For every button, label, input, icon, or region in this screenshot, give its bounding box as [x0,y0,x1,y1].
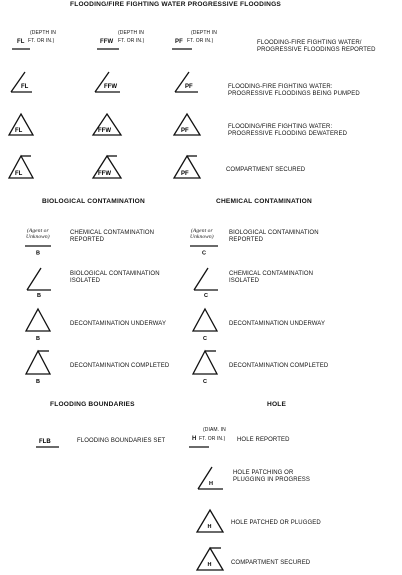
agent-line: (Agent or [190,228,213,234]
underline-pf [172,48,194,51]
abbr-ffw: FFW [100,39,114,45]
section-title-bio: BIOLOGICAL CONTAMINATION [42,198,145,205]
label-flooding-reported [257,40,376,54]
abbr-pf: PF [175,39,183,45]
hole-patching-symbol [195,465,227,493]
label-line: ISOLATED [229,278,260,284]
symbol-text: B [36,379,40,385]
symbol-text: FL [21,84,29,90]
label-flooding-pumped [228,84,360,98]
symbol-text: FL [15,128,23,134]
label-line: BIOLOGICAL CONTAMINATION [70,271,160,277]
label-line: PROGRESSIVE FLOODINGS REPORTED [257,47,376,53]
symbol-text: B [37,293,41,299]
hole-letter-reported: H [192,436,197,442]
triangle-symbol-ffw [91,112,123,138]
chem-completed-symbol [192,349,222,385]
bio-agent-note [26,228,50,240]
symbol-text: FFW [98,128,111,134]
bio-isolated-symbol [24,266,56,298]
section-title-boundaries: FLOODING BOUNDARIES [50,401,135,408]
diam-line: (DIAM. IN [203,427,226,433]
hole-secured-symbol [196,546,226,574]
symbol-text: C [202,250,206,257]
label-line: REPORTED [70,237,105,243]
bio-underway-symbol [25,307,55,341]
triangle-symbol-fl [7,112,35,138]
symbol-text: PF [181,171,189,177]
label-line: ISOLATED [70,278,101,284]
label-bio-isolated [70,271,160,285]
chem-underway-symbol [192,307,222,341]
label-hole-patching [233,470,310,484]
symbol-text: PF [185,84,193,90]
symbol-text: B [36,250,40,257]
chem-isolated-symbol [191,266,223,298]
label-line: CHEMICAL CONTAMINATION [229,271,314,277]
depth-note-ffw: (DEPTH IN [118,30,144,36]
abbr-fl: FL [17,39,25,45]
label-compartment-secured: COMPARTMENT SECURED [226,167,306,173]
depth-note-pf-2: FT. OR IN.) [187,38,214,44]
symbol-text: PF [181,128,189,134]
symbol-text: FL [15,171,23,177]
label-chem-completed: DECONTAMINATION COMPLETED [229,363,329,369]
label-hole-reported: HOLE REPORTED [237,437,290,443]
symbol-text: H [209,481,213,487]
slash-symbol-ffw [92,70,124,96]
symbol-text: H [207,524,212,530]
agent-line: Unknown) [190,234,214,240]
label-line: REPORTED [229,237,264,243]
underline-ffw [97,48,121,51]
label-line: FLOODING-FIRE FIGHTING WATER/ [257,40,362,46]
hole-diam-note [203,428,226,434]
secured-symbol-fl [7,154,35,182]
label-line: FLOODING/FIRE FIGHTING WATER: [228,124,333,130]
symbol-text: C [203,336,207,342]
hole-reported-underline [189,446,211,449]
label-line: PLUGGING IN PROGRESS [233,477,311,483]
symbol-text: C [204,293,208,299]
secured-symbol-ffw [91,154,123,182]
underline-fl [12,48,32,51]
label-chem-isolated [229,271,313,285]
label-flb-set: FLOODING BOUNDARIES SET [77,438,166,444]
label-hole-patched: HOLE PATCHED OR PLUGGED [231,520,321,526]
slash-symbol-pf [172,70,202,96]
section-title-chem: CHEMICAL CONTAMINATION [216,198,312,205]
label-hole-secured: COMPARTMENT SECURED [231,560,311,566]
depth-note-pf: (DEPTH IN [191,30,217,36]
symbol-text: FLB [39,439,51,445]
symbol-text: H [207,562,212,568]
secured-symbol-pf [172,154,202,182]
label-line: PROGRESSIVE FLOODING DEWATERED [228,131,348,137]
symbol-text: FFW [98,171,111,177]
depth-note-line1: (DEPTH IN [30,30,56,36]
label-line: FLOODING-FIRE FIGHTING WATER: [228,84,333,90]
triangle-symbol-pf [172,112,202,138]
hole-diam-note-2: FT. OR IN.) [199,436,226,442]
section-title-flooding: FLOODING/FIRE FIGHTING WATER PROGRESSIVE FLOODINGS [70,1,281,8]
agent-line: Unknown) [26,234,50,240]
section-title-hole: HOLE [267,401,287,408]
symbol-text: FFW [104,84,117,90]
bio-reported-underline [25,245,53,257]
symbol-text: B [36,336,40,342]
label-bio-completed: DECONTAMINATION COMPLETED [70,363,170,369]
label-line: BIOLOGICAL CONTAMINATION [229,230,319,236]
label-bio-underway: DECONTAMINATION UNDERWAY [70,321,167,327]
chem-reported-underline [190,245,220,257]
label-line: HOLE PATCHING OR [233,470,294,476]
label-line: CHEMICAL CONTAMINATION [70,230,155,236]
label-chem-underway: DECONTAMINATION UNDERWAY [229,321,326,327]
flb-symbol [35,436,65,450]
label-chem-reported [229,230,319,244]
depth-note-fl [30,31,56,37]
agent-line: (Agent or [26,228,49,234]
symbol-text: C [203,379,207,385]
depth-note-fl-2: FT. OR IN.) [28,38,55,44]
depth-note-ffw-2: FT. OR IN.) [118,38,145,44]
label-flooding-dewatered [228,124,347,138]
slash-symbol-fl [8,70,36,96]
label-line: PROGRESSIVE FLOODINGS BEING PUMPED [228,91,360,97]
bio-completed-symbol [25,349,55,385]
chem-agent-note [190,228,214,240]
label-bio-reported [70,230,154,244]
hole-patched-symbol [196,508,226,536]
